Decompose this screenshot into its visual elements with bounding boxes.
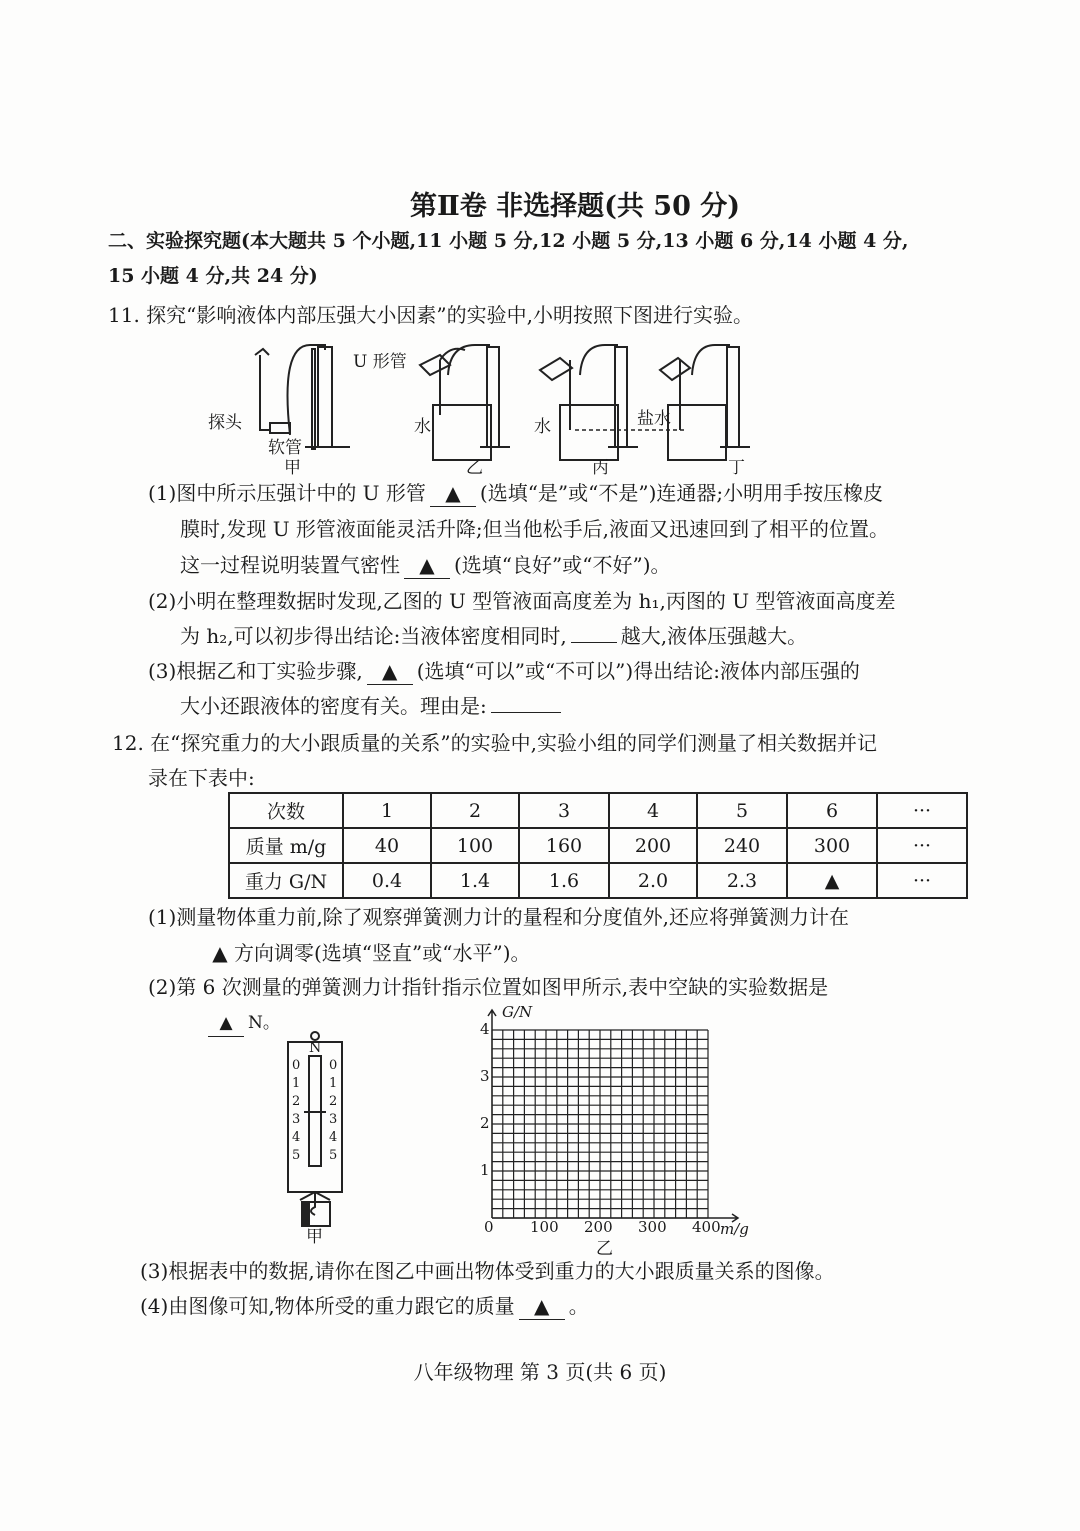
q11-part1-line3: 这一过程说明装置气密性 ▲ (选填“良好”或“不好”)。 (180, 553, 671, 577)
table-cell: 0.4 (343, 863, 431, 898)
q12-part3: (3)根据表中的数据,请你在图乙中画出物体受到重力的大小跟质量关系的图像。 (140, 1259, 835, 1283)
table-cell: 重力 G/N (229, 863, 343, 898)
table-cell: 1 (343, 793, 431, 828)
scale-tick-left: 1 (292, 1076, 301, 1091)
x-tick-label: 400 (692, 1218, 721, 1236)
table-cell: 2.3 (697, 863, 787, 898)
scale-tick-left: 0 (292, 1058, 301, 1073)
q12-part1-line1: (1)测量物体重力前,除了观察弹簧测力计的量程和分度值外,还应将弹簧测力计在 (148, 905, 850, 929)
q12-stem: 12. 在“探究重力的大小跟质量的关系”的实验中,实验小组的同学们测量了相关数据并记 (112, 731, 877, 755)
fig-yi-label: 乙 (466, 458, 483, 478)
table-cell: 100 (431, 828, 519, 863)
graph-grid (470, 1005, 760, 1245)
scale-tick-right: 3 (329, 1112, 338, 1127)
water-label-yi: 水 (414, 417, 431, 437)
y-tick-label: 2 (480, 1114, 490, 1132)
q11-part1-line1: (1)图中所示压强计中的 U 形管 ▲ (选填“是”或“不是”)连通器;小明用手按压橡皮 (148, 481, 884, 505)
q11-part2-line1: (2)小明在整理数据时发现,乙图的 U 型管液面高度差为 h₁,丙图的 U 型管液面高度差 (148, 589, 896, 613)
u-tube-label: U 形管 (353, 352, 407, 372)
q12-stem-cont: 录在下表中: (148, 766, 255, 790)
table-cell: 质量 m/g (229, 828, 343, 863)
scale-tick-right: 5 (329, 1148, 338, 1163)
answer-blank[interactable]: ▲ (208, 1010, 244, 1037)
fig-yi-caption: 乙 (596, 1239, 613, 1259)
table-cell: 2 (431, 793, 519, 828)
table-cell: ··· (877, 793, 967, 828)
y-tick-label: 4 (480, 1020, 490, 1038)
table-cell: 40 (343, 828, 431, 863)
table-cell: 次数 (229, 793, 343, 828)
answer-blank[interactable]: ▲ (519, 1293, 565, 1320)
page-footer: 八年级物理 第 3 页(共 6 页) (413, 1360, 667, 1384)
x-tick-label: 200 (584, 1218, 613, 1236)
scale-tick-left: 3 (292, 1112, 301, 1127)
q12-part2-line2: ▲ N。 (204, 1010, 280, 1037)
q11-part3-line2: 大小还跟液体的密度有关。理由是: (180, 693, 565, 719)
table-cell: 6 (787, 793, 877, 828)
scale-unit-label: N (309, 1040, 322, 1056)
y-tick-label: 3 (480, 1067, 490, 1085)
scale-tick-left: 2 (292, 1094, 301, 1109)
table-cell: ··· (877, 828, 967, 863)
table-cell: ··· (877, 863, 967, 898)
water-label-bing: 水 (534, 417, 551, 437)
scale-tick-right: 2 (329, 1094, 338, 1109)
q12-part1-line2: ▲ 方向调零(选填“竖直”或“水平”)。 (206, 940, 531, 966)
answer-blank[interactable] (491, 712, 561, 713)
table-cell: 240 (697, 828, 787, 863)
fig-bing-label: 丙 (592, 458, 609, 478)
answer-blank[interactable]: ▲ (404, 552, 450, 579)
saltwater-label: 盐水 (637, 409, 671, 429)
scale-tick-left: 5 (292, 1148, 301, 1163)
table-row (229, 863, 967, 898)
fig-jia-caption: 甲 (306, 1227, 323, 1247)
x-tick-label: 100 (530, 1218, 559, 1236)
data-table (228, 792, 968, 899)
table-cell: 1.4 (431, 863, 519, 898)
table-row (229, 828, 967, 863)
table-cell: ▲ (787, 863, 877, 898)
table-cell: 160 (519, 828, 609, 863)
q11-part3-line1: (3)根据乙和丁实验步骤, ▲ (选填“可以”或“不可以”)得出结论:液体内部压强的 (148, 659, 860, 683)
y-axis-label: G/N (502, 1003, 533, 1021)
probe-label: 探头 (208, 413, 242, 433)
answer-blank[interactable] (571, 642, 617, 643)
q12-part2-line1: (2)第 6 次测量的弹簧测力计指针指示位置如图甲所示,表中空缺的实验数据是 (148, 975, 829, 999)
section-header: 二、实验探究题(本大题共 5 个小题,11 小题 5 分,12 小题 5 分,13 小题 6 分,14 小题 4 分, (108, 230, 909, 252)
section-header-cont: 15 小题 4 分,共 24 分) (108, 265, 318, 287)
answer-blank[interactable]: ▲ (430, 480, 476, 507)
scale-tick-right: 0 (329, 1058, 338, 1073)
part-title: 第Ⅱ卷 非选择题(共 50 分) (409, 191, 741, 222)
table-cell: 1.6 (519, 863, 609, 898)
table-cell: 3 (519, 793, 609, 828)
answer-blank[interactable]: ▲ (212, 941, 228, 965)
fig-jia-label: 甲 (284, 458, 301, 478)
table-cell: 300 (787, 828, 877, 863)
table-cell: 4 (609, 793, 697, 828)
q11-part1-line2: 膜时,发现 U 形管液面能灵活升降;但当他松手后,液面又迅速回到了相平的位置。 (180, 517, 890, 541)
hose-label: 软管 (268, 438, 302, 458)
x-axis-label: m/g (720, 1220, 749, 1238)
table-cell: 200 (609, 828, 697, 863)
fig-ding-label: 丁 (728, 458, 745, 478)
table-row (229, 793, 967, 828)
q11-part2-line2: 为 h₂,可以初步得出结论:当液体密度相同时, 越大,液体压强越大。 (180, 624, 808, 648)
scale-tick-right: 4 (329, 1130, 338, 1145)
q11-stem: 11. 探究“影响液体内部压强大小因素”的实验中,小明按照下图进行实验。 (108, 303, 753, 327)
scale-tick-left: 4 (292, 1130, 301, 1145)
x-tick-label: 0 (484, 1218, 494, 1236)
q12-part4: (4)由图像可知,物体所受的重力跟它的质量 ▲ 。 (140, 1294, 589, 1318)
x-tick-label: 300 (638, 1218, 667, 1236)
scale-tick-right: 1 (329, 1076, 338, 1091)
y-tick-label: 1 (480, 1161, 490, 1179)
table-cell: 5 (697, 793, 787, 828)
answer-blank[interactable]: ▲ (367, 658, 413, 685)
table-cell: 2.0 (609, 863, 697, 898)
